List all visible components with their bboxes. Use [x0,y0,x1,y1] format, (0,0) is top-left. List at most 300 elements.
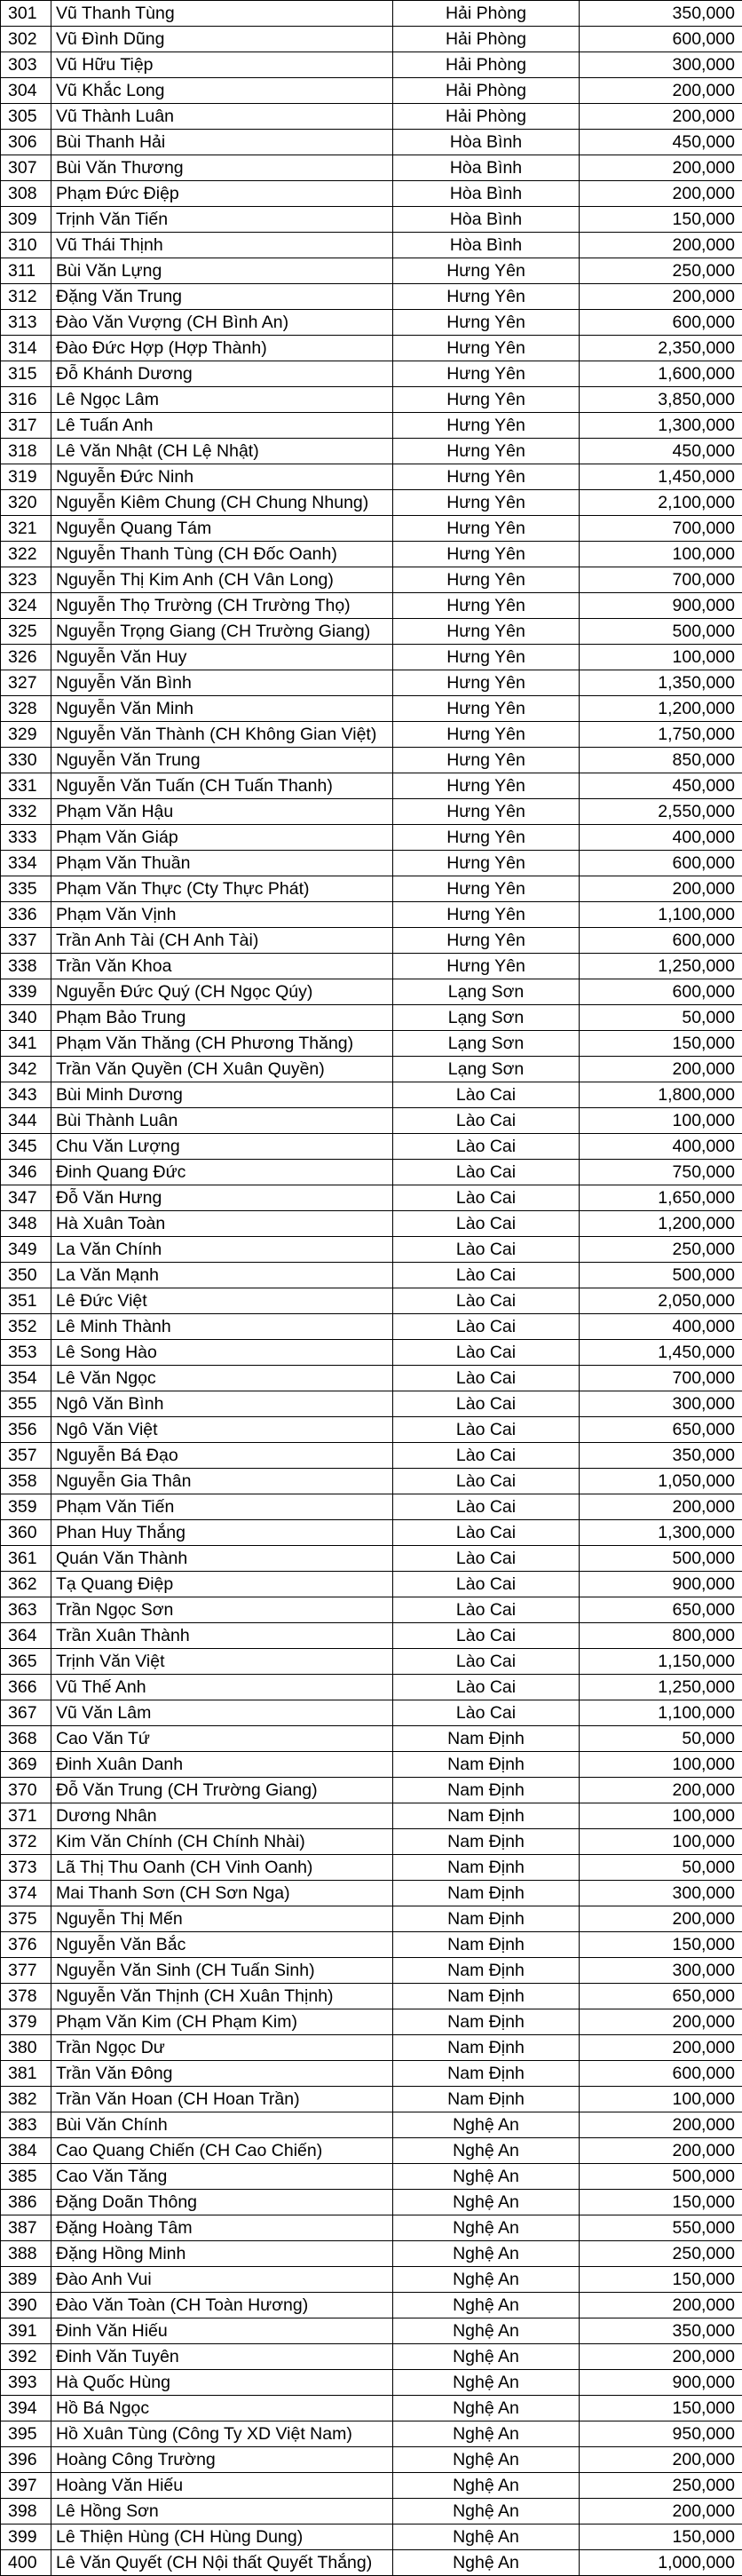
table-row [1,1160,742,1185]
table-row [1,1726,742,1752]
province-cell: Hưng Yên [393,542,580,567]
table-row [1,979,742,1005]
row-number-cell: 302 [1,27,51,52]
table-row [1,413,742,439]
row-number-cell: 382 [1,2087,51,2112]
donor-name-cell: Hồ Bá Ngọc [51,2396,393,2421]
row-number-cell: 400 [1,2550,51,2576]
province-cell: Hưng Yên [393,645,580,670]
donor-name-cell: Vũ Văn Lâm [51,1700,393,1726]
row-number-cell: 362 [1,1572,51,1597]
amount-cell: 750,000 [580,1160,742,1185]
donor-name-cell: Bùi Văn Thương [51,155,393,181]
amount-cell: 150,000 [580,2267,742,2293]
table-row [1,1366,742,1391]
table-row [1,2087,742,2112]
table-row [1,1932,742,1958]
province-cell: Lào Cai [393,1520,580,1546]
donor-name-cell: Đặng Doãn Thông [51,2190,393,2215]
table-row [1,2009,742,2035]
row-number-cell: 353 [1,1340,51,1366]
province-cell: Hưng Yên [393,439,580,464]
row-number-cell: 399 [1,2524,51,2550]
amount-cell: 600,000 [580,310,742,336]
table-row [1,1494,742,1520]
province-cell: Hải Phòng [393,1,580,27]
province-cell: Nam Định [393,1906,580,1932]
donor-name-cell: Trần Ngọc Sơn [51,1597,393,1623]
row-number-cell: 339 [1,979,51,1005]
donor-name-cell: Lê Văn Quyết (CH Nội thất Quyết Thắng) [51,2550,393,2576]
province-cell: Lào Cai [393,1185,580,1211]
amount-cell: 450,000 [580,439,742,464]
donor-name-cell: Bùi Văn Lựng [51,258,393,284]
row-number-cell: 303 [1,52,51,78]
donor-name-cell: Nguyễn Thị Mến [51,1906,393,1932]
province-cell: Nam Định [393,1778,580,1803]
table-row [1,2473,742,2499]
amount-cell: 1,000,000 [580,2550,742,2576]
table-row [1,2061,742,2087]
donor-name-cell: Vũ Thái Thịnh [51,233,393,258]
table-row [1,284,742,310]
row-number-cell: 385 [1,2164,51,2190]
donor-name-cell: Nguyễn Văn Thành (CH Không Gian Việt) [51,722,393,748]
province-cell: Nam Định [393,2061,580,2087]
amount-cell: 100,000 [580,1829,742,1855]
row-number-cell: 355 [1,1391,51,1417]
province-cell: Lạng Sơn [393,1057,580,1082]
row-number-cell: 369 [1,1752,51,1778]
amount-cell: 200,000 [580,78,742,104]
table-row [1,2190,742,2215]
amount-cell: 700,000 [580,567,742,593]
province-cell: Hưng Yên [393,928,580,954]
table-row [1,1417,742,1443]
table-row [1,645,742,670]
donor-name-cell: Dương Nhân [51,1803,393,1829]
row-number-cell: 347 [1,1185,51,1211]
table-row [1,696,742,722]
donor-name-cell: Đỗ Khánh Dương [51,361,393,387]
row-number-cell: 336 [1,902,51,928]
amount-cell: 200,000 [580,1057,742,1082]
row-number-cell: 377 [1,1958,51,1984]
amount-cell: 200,000 [580,2499,742,2524]
table-row [1,52,742,78]
donor-name-cell: Lê Ngọc Lâm [51,387,393,413]
row-number-cell: 324 [1,593,51,619]
province-cell: Hưng Yên [393,825,580,851]
amount-cell: 2,550,000 [580,799,742,825]
amount-cell: 400,000 [580,1134,742,1160]
row-number-cell: 313 [1,310,51,336]
donor-name-cell: Nguyễn Thị Kim Anh (CH Vân Long) [51,567,393,593]
donor-name-cell: Cao Văn Tứ [51,1726,393,1752]
donor-name-cell: Trần Anh Tài (CH Anh Tài) [51,928,393,954]
amount-cell: 200,000 [580,2138,742,2164]
table-body [1,1,742,2576]
row-number-cell: 394 [1,2396,51,2421]
table-row [1,722,742,748]
row-number-cell: 332 [1,799,51,825]
amount-cell: 350,000 [580,1443,742,1469]
donor-name-cell: Lê Văn Ngọc [51,1366,393,1391]
row-number-cell: 325 [1,619,51,645]
amount-cell: 150,000 [580,2524,742,2550]
amount-cell: 200,000 [580,2447,742,2473]
province-cell: Hải Phòng [393,27,580,52]
amount-cell: 200,000 [580,284,742,310]
amount-cell: 300,000 [580,1881,742,1906]
province-cell: Lào Cai [393,1211,580,1237]
province-cell: Lào Cai [393,1623,580,1649]
table-row [1,2421,742,2447]
amount-cell: 150,000 [580,1031,742,1057]
table-row [1,233,742,258]
donor-name-cell: Đào Đức Hợp (Hợp Thành) [51,336,393,361]
province-cell: Lào Cai [393,1391,580,1417]
row-number-cell: 376 [1,1932,51,1958]
row-number-cell: 318 [1,439,51,464]
amount-cell: 1,200,000 [580,696,742,722]
table-row [1,1005,742,1031]
province-cell: Nam Định [393,2035,580,2061]
province-cell: Lào Cai [393,1469,580,1494]
row-number-cell: 328 [1,696,51,722]
donor-name-cell: Vũ Đình Dũng [51,27,393,52]
province-cell: Hải Phòng [393,78,580,104]
amount-cell: 350,000 [580,2318,742,2344]
row-number-cell: 337 [1,928,51,954]
province-cell: Hưng Yên [393,593,580,619]
amount-cell: 250,000 [580,2241,742,2267]
province-cell: Hòa Bình [393,207,580,233]
row-number-cell: 374 [1,1881,51,1906]
table-row [1,851,742,876]
province-cell: Hưng Yên [393,773,580,799]
province-cell: Nam Định [393,1829,580,1855]
amount-cell: 200,000 [580,2112,742,2138]
table-row [1,1288,742,1314]
amount-cell: 800,000 [580,1623,742,1649]
amount-cell: 200,000 [580,104,742,130]
row-number-cell: 344 [1,1108,51,1134]
table-row [1,2138,742,2164]
table-row [1,2215,742,2241]
amount-cell: 1,250,000 [580,954,742,979]
amount-cell: 200,000 [580,155,742,181]
province-cell: Lào Cai [393,1546,580,1572]
province-cell: Hòa Bình [393,130,580,155]
donor-name-cell: Nguyễn Quang Tám [51,516,393,542]
table-row [1,2370,742,2396]
donor-name-cell: Vũ Hữu Tiệp [51,52,393,78]
amount-cell: 200,000 [580,2293,742,2318]
amount-cell: 400,000 [580,825,742,851]
province-cell: Hải Phòng [393,52,580,78]
province-cell: Hải Phòng [393,104,580,130]
province-cell: Hưng Yên [393,851,580,876]
row-number-cell: 379 [1,2009,51,2035]
amount-cell: 50,000 [580,1005,742,1031]
amount-cell: 650,000 [580,1984,742,2009]
province-cell: Lào Cai [393,1263,580,1288]
table-row [1,1,742,27]
province-cell: Hưng Yên [393,361,580,387]
row-number-cell: 375 [1,1906,51,1932]
donor-name-cell: Nguyễn Văn Tuấn (CH Tuấn Thanh) [51,773,393,799]
province-cell: Nghệ An [393,2164,580,2190]
table-row [1,799,742,825]
province-cell: Hưng Yên [393,336,580,361]
row-number-cell: 315 [1,361,51,387]
donor-name-cell: Lê Hồng Sơn [51,2499,393,2524]
donor-name-cell: Nguyễn Kiêm Chung (CH Chung Nhung) [51,490,393,516]
amount-cell: 1,650,000 [580,1185,742,1211]
donor-name-cell: Mai Thanh Sơn (CH Sơn Nga) [51,1881,393,1906]
amount-cell: 400,000 [580,1314,742,1340]
table-row [1,1984,742,2009]
amount-cell: 1,750,000 [580,722,742,748]
amount-cell: 1,800,000 [580,1082,742,1108]
row-number-cell: 311 [1,258,51,284]
province-cell: Lào Cai [393,1417,580,1443]
table-row [1,748,742,773]
province-cell: Nghệ An [393,2138,580,2164]
donor-name-cell: La Văn Chính [51,1237,393,1263]
amount-cell: 700,000 [580,1366,742,1391]
amount-cell: 500,000 [580,1546,742,1572]
province-cell: Lào Cai [393,1340,580,1366]
table-row [1,542,742,567]
amount-cell: 2,050,000 [580,1288,742,1314]
donor-name-cell: Nguyễn Trọng Giang (CH Trường Giang) [51,619,393,645]
donor-name-cell: Trần Văn Đông [51,2061,393,2087]
amount-cell: 450,000 [580,773,742,799]
row-number-cell: 329 [1,722,51,748]
table-row [1,2267,742,2293]
amount-cell: 1,250,000 [580,1675,742,1700]
amount-cell: 1,150,000 [580,1649,742,1675]
table-row [1,439,742,464]
row-number-cell: 327 [1,670,51,696]
table-row [1,78,742,104]
province-cell: Hưng Yên [393,876,580,902]
row-number-cell: 312 [1,284,51,310]
amount-cell: 900,000 [580,2370,742,2396]
donor-name-cell: Nguyễn Văn Bắc [51,1932,393,1958]
table-row [1,593,742,619]
amount-cell: 900,000 [580,1572,742,1597]
row-number-cell: 371 [1,1803,51,1829]
amount-cell: 1,100,000 [580,1700,742,1726]
table-row [1,464,742,490]
amount-cell: 50,000 [580,1726,742,1752]
table-row [1,104,742,130]
table-row [1,310,742,336]
table-row [1,825,742,851]
table-row [1,1675,742,1700]
table-row [1,670,742,696]
amount-cell: 200,000 [580,1494,742,1520]
donor-name-cell: Hà Xuân Toàn [51,1211,393,1237]
amount-cell: 100,000 [580,1803,742,1829]
amount-cell: 600,000 [580,27,742,52]
province-cell: Lào Cai [393,1288,580,1314]
amount-cell: 100,000 [580,1752,742,1778]
row-number-cell: 307 [1,155,51,181]
row-number-cell: 330 [1,748,51,773]
table-row [1,1752,742,1778]
donor-name-cell: Ngô Văn Việt [51,1417,393,1443]
province-cell: Hưng Yên [393,619,580,645]
donor-name-cell: Trần Văn Hoan (CH Hoan Trần) [51,2087,393,2112]
province-cell: Lào Cai [393,1366,580,1391]
donor-name-cell: Đinh Xuân Danh [51,1752,393,1778]
amount-cell: 1,200,000 [580,1211,742,1237]
province-cell: Nghệ An [393,2112,580,2138]
row-number-cell: 350 [1,1263,51,1288]
province-cell: Lạng Sơn [393,1005,580,1031]
row-number-cell: 363 [1,1597,51,1623]
row-number-cell: 310 [1,233,51,258]
amount-cell: 100,000 [580,542,742,567]
amount-cell: 1,100,000 [580,902,742,928]
table-row [1,1134,742,1160]
province-cell: Nghệ An [393,2473,580,2499]
row-number-cell: 388 [1,2241,51,2267]
donor-name-cell: Bùi Thành Luân [51,1108,393,1134]
amount-cell: 250,000 [580,1237,742,1263]
donor-name-cell: Vũ Thế Anh [51,1675,393,1700]
row-number-cell: 370 [1,1778,51,1803]
donor-name-cell: Lê Minh Thành [51,1314,393,1340]
donor-name-cell: Nguyễn Bá Đạo [51,1443,393,1469]
donor-name-cell: Chu Văn Lượng [51,1134,393,1160]
table-row [1,1263,742,1288]
row-number-cell: 387 [1,2215,51,2241]
row-number-cell: 360 [1,1520,51,1546]
row-number-cell: 367 [1,1700,51,1726]
row-number-cell: 342 [1,1057,51,1082]
table-row [1,2035,742,2061]
province-cell: Hòa Bình [393,233,580,258]
amount-cell: 600,000 [580,928,742,954]
donor-name-cell: Phạm Văn Tiến [51,1494,393,1520]
table-row [1,1700,742,1726]
table-row [1,155,742,181]
table-row [1,1520,742,1546]
donor-name-cell: Nguyễn Văn Sinh (CH Tuấn Sinh) [51,1958,393,1984]
donor-name-cell: Nguyễn Văn Trung [51,748,393,773]
table-row [1,1057,742,1082]
table-row [1,1778,742,1803]
amount-cell: 100,000 [580,1108,742,1134]
province-cell: Nghệ An [393,2293,580,2318]
donor-name-cell: Vũ Khắc Long [51,78,393,104]
donor-name-cell: Nguyễn Thanh Tùng (CH Đốc Oanh) [51,542,393,567]
province-cell: Hưng Yên [393,258,580,284]
donor-name-cell: Hoàng Văn Hiếu [51,2473,393,2499]
donor-name-cell: Bùi Thanh Hải [51,130,393,155]
donor-name-cell: Nguyễn Gia Thân [51,1469,393,1494]
donor-name-cell: Đỗ Văn Hưng [51,1185,393,1211]
table-row [1,1829,742,1855]
amount-cell: 700,000 [580,516,742,542]
table-row [1,773,742,799]
row-number-cell: 386 [1,2190,51,2215]
province-cell: Lào Cai [393,1675,580,1700]
table-row [1,336,742,361]
amount-cell: 300,000 [580,1391,742,1417]
amount-cell: 300,000 [580,1958,742,1984]
table-row [1,1469,742,1494]
table-row [1,1623,742,1649]
amount-cell: 900,000 [580,593,742,619]
amount-cell: 50,000 [580,1855,742,1881]
donor-name-cell: Trần Văn Quyền (CH Xuân Quyền) [51,1057,393,1082]
table-row [1,1881,742,1906]
donor-name-cell: Hà Quốc Hùng [51,2370,393,2396]
amount-cell: 250,000 [580,2473,742,2499]
table-row [1,258,742,284]
province-cell: Hưng Yên [393,387,580,413]
donor-name-cell: Nguyễn Văn Minh [51,696,393,722]
row-number-cell: 396 [1,2447,51,2473]
donor-name-cell: Cao Quang Chiến (CH Cao Chiến) [51,2138,393,2164]
row-number-cell: 366 [1,1675,51,1700]
amount-cell: 600,000 [580,979,742,1005]
table-row [1,1391,742,1417]
province-cell: Lào Cai [393,1443,580,1469]
province-cell: Lào Cai [393,1134,580,1160]
table-row [1,2318,742,2344]
row-number-cell: 341 [1,1031,51,1057]
amount-cell: 450,000 [580,130,742,155]
amount-cell: 600,000 [580,2061,742,2087]
donor-name-cell: Đinh Văn Tuyên [51,2344,393,2370]
table-row [1,516,742,542]
row-number-cell: 381 [1,2061,51,2087]
province-cell: Nghệ An [393,2344,580,2370]
province-cell: Nam Định [393,1881,580,1906]
table-row [1,130,742,155]
donor-name-cell: Phạm Văn Thăng (CH Phương Thăng) [51,1031,393,1057]
province-cell: Lào Cai [393,1237,580,1263]
province-cell: Lào Cai [393,1494,580,1520]
province-cell: Hòa Bình [393,181,580,207]
row-number-cell: 357 [1,1443,51,1469]
table-row [1,928,742,954]
row-number-cell: 391 [1,2318,51,2344]
donor-name-cell: Nguyễn Văn Bình [51,670,393,696]
table-row [1,490,742,516]
row-number-cell: 322 [1,542,51,567]
table-row [1,2293,742,2318]
row-number-cell: 358 [1,1469,51,1494]
donor-name-cell: Trần Xuân Thành [51,1623,393,1649]
amount-cell: 200,000 [580,2035,742,2061]
table-row [1,2344,742,2370]
table-row [1,2396,742,2421]
amount-cell: 200,000 [580,2344,742,2370]
row-number-cell: 365 [1,1649,51,1675]
table-row [1,361,742,387]
row-number-cell: 361 [1,1546,51,1572]
row-number-cell: 316 [1,387,51,413]
province-cell: Hưng Yên [393,722,580,748]
